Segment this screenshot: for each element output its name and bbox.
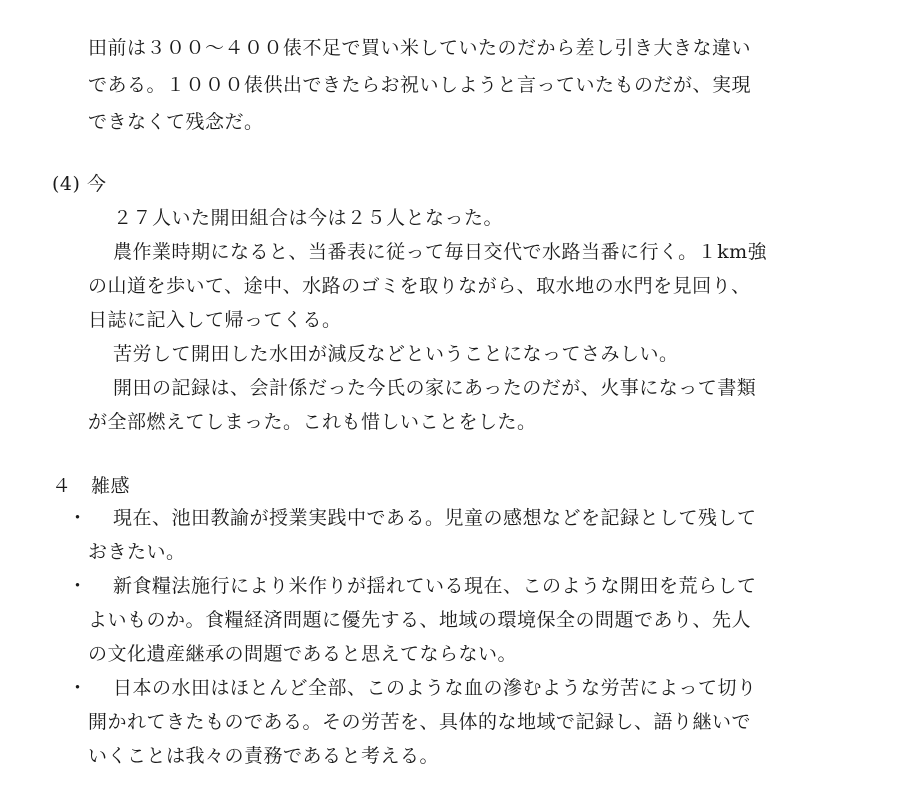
paragraph-records-line-1: 開田の記録は、会計係だった今氏の家にあったのだが、火事になって書類	[113, 377, 757, 399]
intro-line-2: である。１０００俵供出できたらお祝いしようと言っていたものだが、実現	[88, 74, 752, 96]
bullet-2-line-1: 新食糧法施行により米作りが揺れている現在、このような開田を荒らして	[113, 575, 757, 597]
paragraph-reduction: 苦労して開田した水田が減反などということになってさみしい。	[113, 343, 679, 365]
paragraph-records-line-2: が全部燃えてしまった。これも惜しいことをした。	[88, 411, 537, 433]
bullet-3-line-1: 日本の水田はほとんど全部、このような血の滲むような労苦によって切り	[113, 677, 757, 699]
bullet-2-line-2: よいものか。食糧経済問題に優先する、地域の環境保全の問題であり、先人	[88, 609, 752, 631]
section-heading-impressions: ４ 雑感	[52, 475, 131, 497]
paragraph-duty-line-1: 農作業時期になると、当番表に従って毎日交代で水路当番に行く。１km強	[113, 241, 768, 263]
bullet-2-line-3: の文化遺産継承の問題であると思えてならない。	[88, 643, 518, 665]
bullet-marker-3: ・	[68, 677, 88, 699]
bullet-3-line-3: いくことは我々の責務であると考える。	[88, 745, 440, 767]
intro-line-1: 田前は３００～４００俵不足で買い米していたのだから差し引き大きな違い	[88, 37, 752, 59]
paragraph-members: ２７人いた開田組合は今は２５人となった。	[113, 207, 504, 229]
section-heading-now: (4) 今	[52, 173, 107, 195]
bullet-marker-2: ・	[68, 575, 88, 597]
paragraph-duty-line-2: の山道を歩いて、途中、水路のゴミを取りながら、取水地の水門を見回り、	[88, 275, 751, 297]
bullet-1-line-1: 現在、池田教諭が授業実践中である。児童の感想などを記録として残して	[113, 507, 757, 529]
intro-line-3: できなくて残念だ。	[88, 111, 264, 133]
bullet-3-line-2: 開かれてきたものである。その労苦を、具体的な地域で記録し、語り継いで	[88, 711, 752, 733]
bullet-1-line-2: おきたい。	[88, 541, 186, 563]
bullet-marker-1: ・	[68, 507, 88, 529]
paragraph-duty-line-3: 日誌に記入して帰ってくる。	[88, 309, 342, 331]
